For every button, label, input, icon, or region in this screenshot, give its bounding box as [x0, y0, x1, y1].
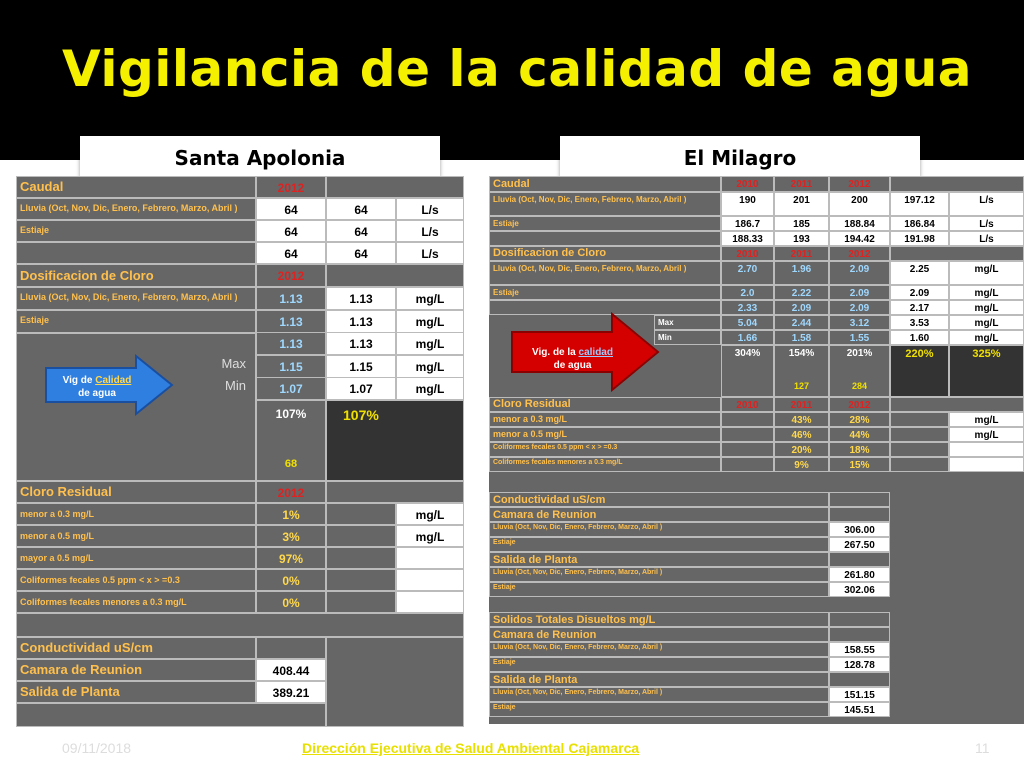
sa-estiaje-label: Estiaje [16, 220, 256, 242]
em-arrow-link[interactable]: calidad [578, 347, 613, 358]
em-salida-label: Salida de Planta [489, 552, 829, 567]
sa-cloro-row-val: 0% [256, 591, 326, 613]
em-year: 2010 [721, 246, 774, 261]
em-cloro-val: 43% [774, 412, 829, 427]
em-count: 284 [851, 381, 868, 391]
em-camara2-label: Camara de Reunion [489, 627, 829, 642]
sa-dosif-empty [326, 264, 464, 287]
footer-center: Dirección Ejecutiva de Salud Ambiental Cajamarca [302, 740, 640, 756]
sa-lluvia-label: Lluvia (Oct, Nov, Dic, Enero, Febrero, Marzo, Abril ) [16, 198, 256, 220]
sa-cond-label: Conductividad uS/cm [16, 637, 256, 659]
santa-apolonia-header [80, 136, 440, 176]
sa-cloro-row-val: 97% [256, 547, 326, 569]
em-count: 127 [793, 381, 810, 391]
sa-camara-val-text: 408.44 [272, 664, 310, 678]
em-dosif-cell: 2.17 [890, 300, 949, 315]
em-cond-val [829, 507, 890, 522]
sa-cloro-empty [326, 481, 464, 503]
em-sol-lluvia-label: Lluvia (Oct, Nov, Dic, Enero, Febrero, Marzo, Abril ) [489, 642, 829, 657]
em-caudal-cell: 188.33 [721, 231, 774, 246]
em-cloro-val: 18% [829, 442, 890, 457]
sa-cloro-row-empty [326, 525, 396, 547]
sa-cloro-row-empty [326, 503, 396, 525]
sa-caudal-cell: 64 [326, 242, 396, 264]
em-sol2-estiaje-label: Estiaje [489, 702, 829, 717]
sa-caudal-cell: L/s [396, 198, 464, 220]
em-year: 2010 [721, 176, 774, 192]
sa-caudal-cell: L/s [396, 220, 464, 242]
em-cloro-empty [890, 457, 949, 472]
em-dosif-cell: 1.58 [774, 330, 829, 345]
em-dosif-label: Dosificacion de Cloro [489, 246, 721, 261]
sa-dosif-cell: 1.15 [256, 355, 326, 378]
em-caudal-cell: 185 [774, 216, 829, 231]
em-cloro-empty [890, 412, 949, 427]
em-pct: 154% [774, 345, 829, 397]
em-arrow-suffix: de agua [553, 360, 592, 371]
sa-cloro-row-unit [396, 591, 464, 613]
em-dosif-cell: 2.70 [721, 261, 774, 285]
sa-cloro-row-unit [396, 569, 464, 591]
em-cloro-val: 20% [774, 442, 829, 457]
em-cloro-val: 46% [774, 427, 829, 442]
santa-apolonia-title: Santa Apolonia [174, 146, 346, 170]
sa-min-label: Min [225, 378, 246, 393]
sa-cloro-row-label: Coliformes fecales menores a 0.3 mg/L [16, 591, 256, 613]
sa-cloro-row-label: mayor a 0.5 mg/L [16, 547, 256, 569]
sa-caudal-empty [326, 176, 464, 198]
em-pct: 201% [829, 345, 890, 397]
em-dosif-cell: 2.09 [890, 285, 949, 300]
sa-caudal-cell: 64 [326, 198, 396, 220]
em-dosif-cell: 2.09 [774, 300, 829, 315]
em-cloro-empty [721, 457, 774, 472]
em-dosif-cell: mg/L [949, 330, 1024, 345]
em-cloro-row-label: menor a 0.3 mg/L [489, 412, 721, 427]
em-dosif-cell: 1.96 [774, 261, 829, 285]
em-dosif-minmax-label: Max [654, 315, 721, 330]
em-salida-estiaje-label: Estiaje [489, 582, 829, 597]
sa-spacer [16, 613, 464, 637]
sa-cloro-row-unit: mg/L [396, 525, 464, 547]
em-caudal-row-label [489, 231, 721, 246]
sa-pct-b: 107% [326, 400, 464, 481]
em-dosif-row-label: Lluvia (Oct, Nov, Dic, Enero, Febrero, Marzo, Abril ) [489, 261, 721, 285]
em-caudal-cell: 197.12 [890, 192, 949, 216]
em-cloro-empty [890, 427, 949, 442]
sa-cloro-row-val: 3% [256, 525, 326, 547]
em-cloro-row-label: menor a 0.5 mg/L [489, 427, 721, 442]
em-dosif-cell: 2.22 [774, 285, 829, 300]
em-cloro-val: 9% [774, 457, 829, 472]
em-pct-dark: 220% [890, 345, 949, 397]
em-caudal-cell: L/s [949, 231, 1024, 246]
em-year: 2012 [829, 397, 890, 412]
em-dosif-cell: mg/L [949, 315, 1024, 330]
em-cond-val: 128.78 [829, 657, 890, 672]
em-cond-val: 151.15 [829, 687, 890, 702]
em-cloro-unit: mg/L [949, 427, 1024, 442]
sa-camara-label: Camara de Reunion [16, 659, 256, 681]
em-dosif-row-label: Estiaje [489, 285, 721, 300]
em-caudal-cell: 191.98 [890, 231, 949, 246]
em-pct: 304% [721, 345, 774, 397]
em-arrow-label [520, 346, 625, 372]
em-year: 2011 [774, 397, 829, 412]
em-cond-val [829, 672, 890, 687]
em-cond-val: 145.51 [829, 702, 890, 717]
em-caudal-row-label: Estiaje [489, 216, 721, 231]
santa-apolonia-panel [16, 176, 464, 727]
em-cond-label: Conductividad uS/cm [489, 492, 829, 507]
el-milagro-title: El Milagro [683, 146, 797, 170]
em-empty [890, 176, 1024, 192]
footer-page: 11 [975, 740, 990, 756]
sa-salida-val-text: 389.21 [272, 686, 310, 700]
em-dosif-cell: 2.0 [721, 285, 774, 300]
em-caudal-cell: 186.7 [721, 216, 774, 231]
em-caudal-cell: L/s [949, 192, 1024, 216]
em-cloro-label: Cloro Residual [489, 397, 721, 412]
sa-cloro-row-unit [396, 547, 464, 569]
em-salida2-label: Salida de Planta [489, 672, 829, 687]
em-cond-val: 302.06 [829, 582, 890, 597]
sa-cond-empty-mid [256, 637, 326, 659]
sa-dosif-cell: 1.13 [256, 332, 326, 355]
em-salida-lluvia-label: Lluvia (Oct, Nov, Dic, Enero, Febrero, Marzo, Abril ) [489, 567, 829, 582]
sa-arrow-label [52, 374, 142, 400]
sa-caudal-cell: L/s [396, 242, 464, 264]
em-caudal-cell: 193 [774, 231, 829, 246]
em-caudal-row-label: Lluvia (Oct, Nov, Dic, Enero, Febrero, Marzo, Abril ) [489, 192, 721, 216]
sa-dosif-estiaje-label: Estiaje [16, 310, 256, 333]
sa-dosif-year: 2012 [256, 264, 326, 287]
em-cloro-unit: mg/L [949, 412, 1024, 427]
em-sol2-lluvia-label: Lluvia (Oct, Nov, Dic, Enero, Febrero, Marzo, Abril ) [489, 687, 829, 702]
sa-cloro-row-val: 1% [256, 503, 326, 525]
em-cond-val [829, 552, 890, 567]
sa-max-label: Max [221, 356, 246, 371]
em-dosif-cell: 2.25 [890, 261, 949, 285]
em-cloro-empty [721, 412, 774, 427]
em-cloro-val: 28% [829, 412, 890, 427]
sa-dosif-cell: 1.07 [326, 377, 396, 400]
em-dosif-cell: 2.09 [829, 261, 890, 285]
em-cloro-unit [949, 442, 1024, 457]
em-dosif-cell: 2.33 [721, 300, 774, 315]
em-caudal-cell: L/s [949, 216, 1024, 231]
em-cloro-row-label: Coliformes fecales menores a 0.3 mg/L [489, 457, 721, 472]
em-caudal-cell: 186.84 [890, 216, 949, 231]
em-caudal-cell: 201 [774, 192, 829, 216]
em-dosif-cell: mg/L [949, 285, 1024, 300]
sa-dosif-cell: 1.15 [326, 355, 396, 378]
sa-dosif-lluvia-label: Lluvia (Oct, Nov, Dic, Enero, Febrero, Marzo, Abril ) [16, 287, 256, 310]
em-year: 2011 [774, 246, 829, 261]
em-cloro-val: 15% [829, 457, 890, 472]
sa-cloro-row-label: menor a 0.5 mg/L [16, 525, 256, 547]
sa-dosif-cell: mg/L [396, 377, 464, 400]
sa-arrow-prefix: Vig de [62, 375, 96, 386]
em-dosif-cell: 1.55 [829, 330, 890, 345]
em-cond-estiaje-label: Estiaje [489, 537, 829, 552]
em-cloro-unit [949, 457, 1024, 472]
em-caudal-label: Caudal [489, 176, 721, 192]
em-sol-estiaje-label: Estiaje [489, 657, 829, 672]
em-cloro-empty [890, 442, 949, 457]
sa-dosif-cell: 1.13 [326, 310, 396, 333]
sa-arrow-suffix: de agua [78, 388, 116, 399]
em-dosif-cell: 1.60 [890, 330, 949, 345]
em-solidos-label: Solidos Totales Disueltos mg/L [489, 612, 829, 627]
em-dosif-cell: 5.04 [721, 315, 774, 330]
em-cond-val: 261.80 [829, 567, 890, 582]
sa-cloro-row-empty [326, 547, 396, 569]
em-year: 2010 [721, 397, 774, 412]
em-dosif-minmax-label: Min [654, 330, 721, 345]
el-milagro-panel [489, 176, 1024, 724]
em-year: 2011 [774, 176, 829, 192]
sa-dosif-cell: mg/L [396, 332, 464, 355]
slide-title: Vigilancia de la calidad de agua [62, 40, 973, 98]
sa-dosif-cell: 1.13 [256, 287, 326, 310]
sa-salida-label: Salida de Planta [16, 681, 256, 703]
em-dosif-cell: mg/L [949, 300, 1024, 315]
sa-cloro-row-empty [326, 591, 396, 613]
sa-cloro-year: 2012 [256, 481, 326, 503]
em-cond-val [829, 612, 890, 627]
sa-caudal-cell: 64 [256, 242, 326, 264]
em-cloro-empty [721, 427, 774, 442]
sa-caudal-year: 2012 [256, 176, 326, 198]
em-arrow-prefix: Vig. de la [532, 347, 579, 358]
sa-dosif-cell: mg/L [396, 287, 464, 310]
em-cond-val [829, 492, 890, 507]
em-year: 2012 [829, 176, 890, 192]
sa-arrow-link[interactable]: Calidad [95, 375, 132, 386]
sa-dosif-cell: 1.13 [326, 332, 396, 355]
em-dosif-cell: 2.09 [829, 300, 890, 315]
em-dosif-cell: 2.09 [829, 285, 890, 300]
sa-caudal-cell: 64 [256, 220, 326, 242]
em-cond-val: 306.00 [829, 522, 890, 537]
sa-empty-label [16, 242, 256, 264]
sa-dosif-cell: mg/L [396, 310, 464, 333]
em-empty [890, 246, 1024, 261]
em-cloro-row-label: Coliformes fecales 0.5 ppm < x > =0.3 [489, 442, 721, 457]
em-dosif-cell: mg/L [949, 261, 1024, 285]
sa-dosif-label: Dosificacion de Cloro [16, 264, 256, 287]
em-cond-val: 158.55 [829, 642, 890, 657]
sa-dosif-cell: 1.13 [256, 310, 326, 333]
sa-salida-val [256, 681, 326, 703]
em-cloro-empty [721, 442, 774, 457]
sa-cloro-row-label: Coliformes fecales 0.5 ppm < x > =0.3 [16, 569, 256, 591]
em-pct-dark: 325% [949, 345, 1024, 397]
em-year: 2012 [829, 246, 890, 261]
sa-cloro-row-val: 0% [256, 569, 326, 591]
sa-num-68: 68 [284, 458, 298, 470]
em-cond-val: 267.50 [829, 537, 890, 552]
em-empty [890, 397, 1024, 412]
el-milagro-header [560, 136, 920, 176]
sa-cloro-row-empty [326, 569, 396, 591]
em-caudal-cell: 188.84 [829, 216, 890, 231]
em-caudal-cell: 200 [829, 192, 890, 216]
sa-cloro-row-unit: mg/L [396, 503, 464, 525]
em-dosif-cell: 3.12 [829, 315, 890, 330]
em-cond-val [829, 627, 890, 642]
em-caudal-cell: 190 [721, 192, 774, 216]
sa-bottom-row [16, 703, 326, 727]
em-dosif-cell: 2.44 [774, 315, 829, 330]
sa-cloro-row-label: menor a 0.3 mg/L [16, 503, 256, 525]
sa-caudal-cell: 64 [256, 198, 326, 220]
sa-cond-empty-right [326, 637, 464, 727]
sa-caudal-cell: 64 [326, 220, 396, 242]
sa-camara-val [256, 659, 326, 681]
em-cloro-val: 44% [829, 427, 890, 442]
footer-date: 09/11/2018 [62, 740, 132, 756]
sa-dosif-cell: mg/L [396, 355, 464, 378]
sa-caudal-label: Caudal [16, 176, 256, 198]
em-cond-lluvia-label: Lluvia (Oct, Nov, Dic, Enero, Febrero, Marzo, Abril ) [489, 522, 829, 537]
sa-pct-a-text: 107% [275, 407, 307, 421]
sa-cloro-label: Cloro Residual [16, 481, 256, 503]
em-caudal-cell: 194.42 [829, 231, 890, 246]
em-camara-label: Camara de Reunion [489, 507, 829, 522]
sa-dosif-cell: 1.07 [256, 377, 326, 400]
em-dosif-cell: 3.53 [890, 315, 949, 330]
em-dosif-cell: 1.66 [721, 330, 774, 345]
sa-dosif-cell: 1.13 [326, 287, 396, 310]
